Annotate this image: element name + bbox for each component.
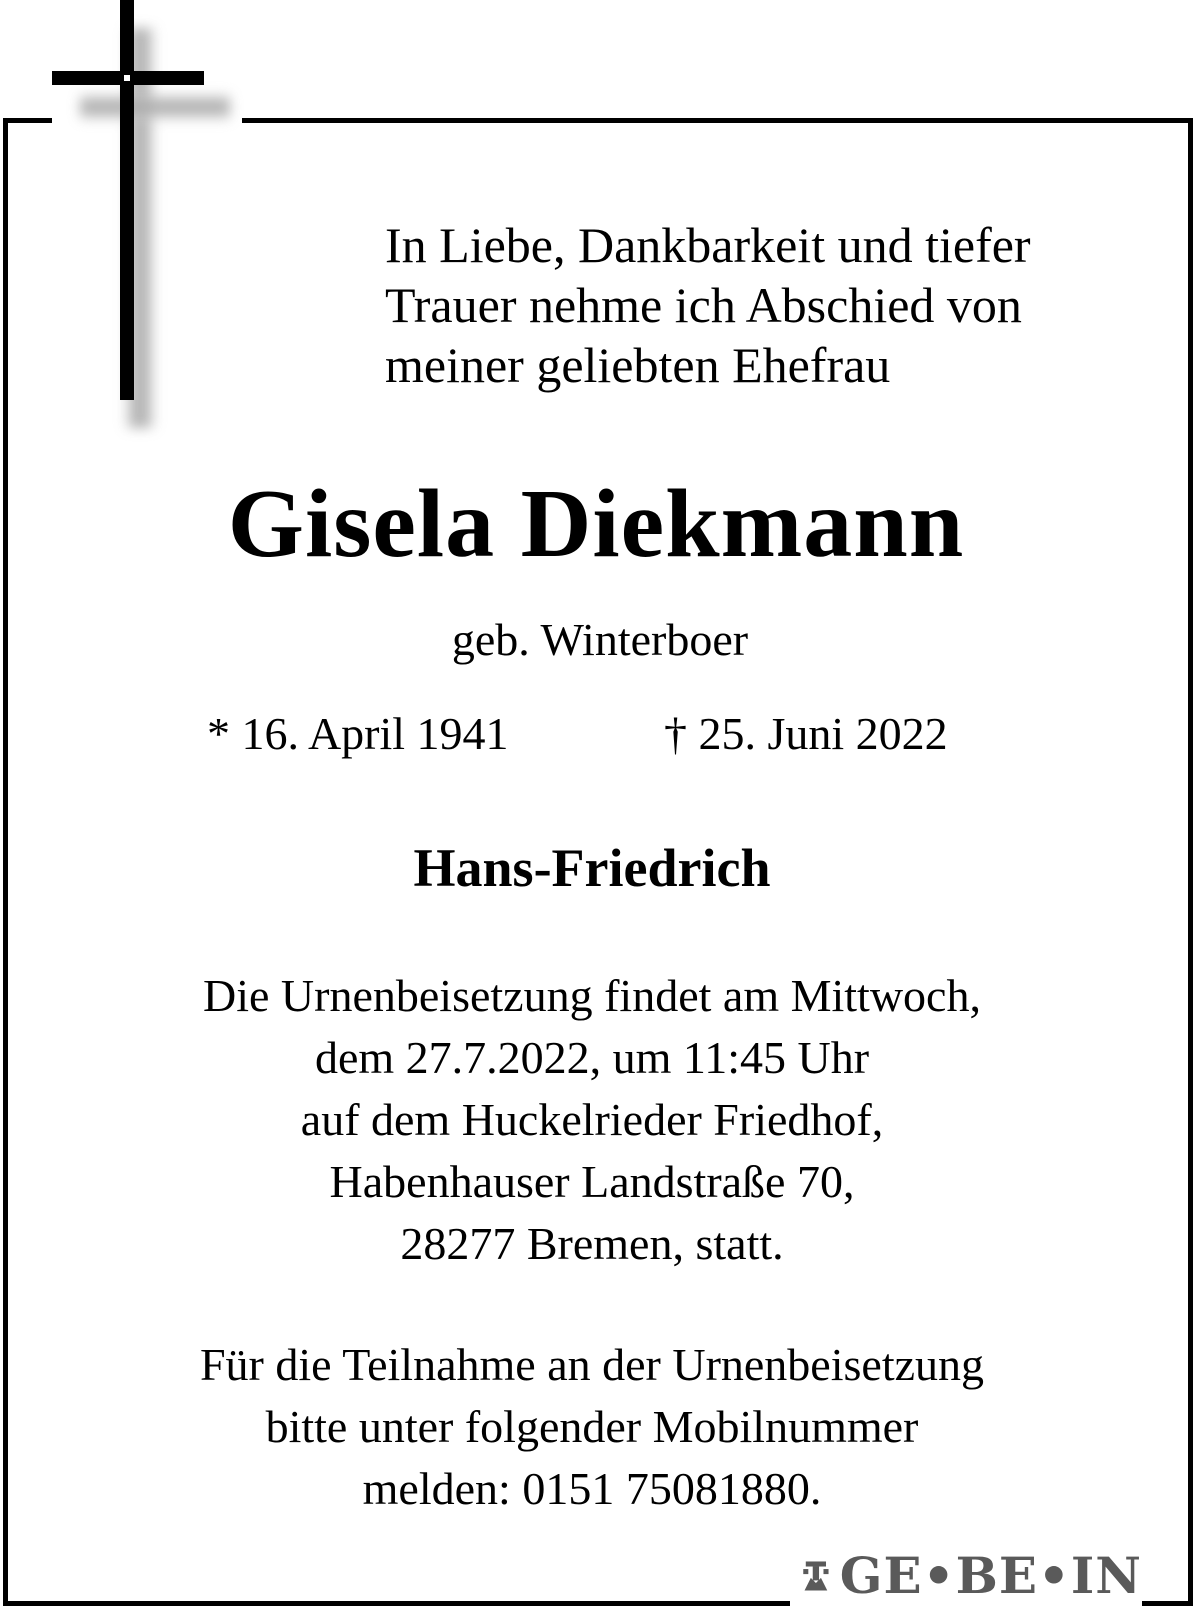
birth-date: * 16. April 1941 <box>207 708 509 759</box>
death-date: † 25. Juni 2022 <box>664 708 948 759</box>
logo-text: GE•BE•IN <box>839 1546 1142 1605</box>
signer-name: Hans-Friedrich <box>413 838 771 898</box>
birth-name: geb. Winterboer <box>451 614 749 665</box>
intro-line: meiner geliebten Ehefrau <box>385 337 891 393</box>
contact-line: melden: 0151 75081880. <box>362 1463 822 1514</box>
intro-line: Trauer nehme ich Abschied von <box>385 277 1022 333</box>
publisher-logo <box>790 1545 1142 1607</box>
ceremony-info <box>0 965 1192 1275</box>
deceased-name: Gisela Diekmann <box>227 470 965 578</box>
ceremony-line: 28277 Bremen, statt. <box>400 1218 784 1269</box>
contact-line: bitte unter folgender Mobilnummer <box>265 1401 919 1452</box>
ceremony-line: Die Urnenbeisetzung findet am Mittwoch, <box>203 970 981 1021</box>
gebein-logo-icon <box>802 1551 830 1601</box>
intro-line: In Liebe, Dankbarkeit und tiefer <box>385 217 1031 273</box>
contact-info <box>0 1334 1192 1520</box>
ceremony-line: Habenhauser Landstraße 70, <box>329 1156 855 1207</box>
contact-line: Für die Teilnahme an der Urnenbeisetzung <box>199 1339 985 1390</box>
cross-icon <box>50 0 240 440</box>
ceremony-line: dem 27.7.2022, um 11:45 Uhr <box>314 1032 870 1083</box>
intro-text <box>385 215 1145 395</box>
ceremony-line: auf dem Huckelrieder Friedhof, <box>300 1094 884 1145</box>
